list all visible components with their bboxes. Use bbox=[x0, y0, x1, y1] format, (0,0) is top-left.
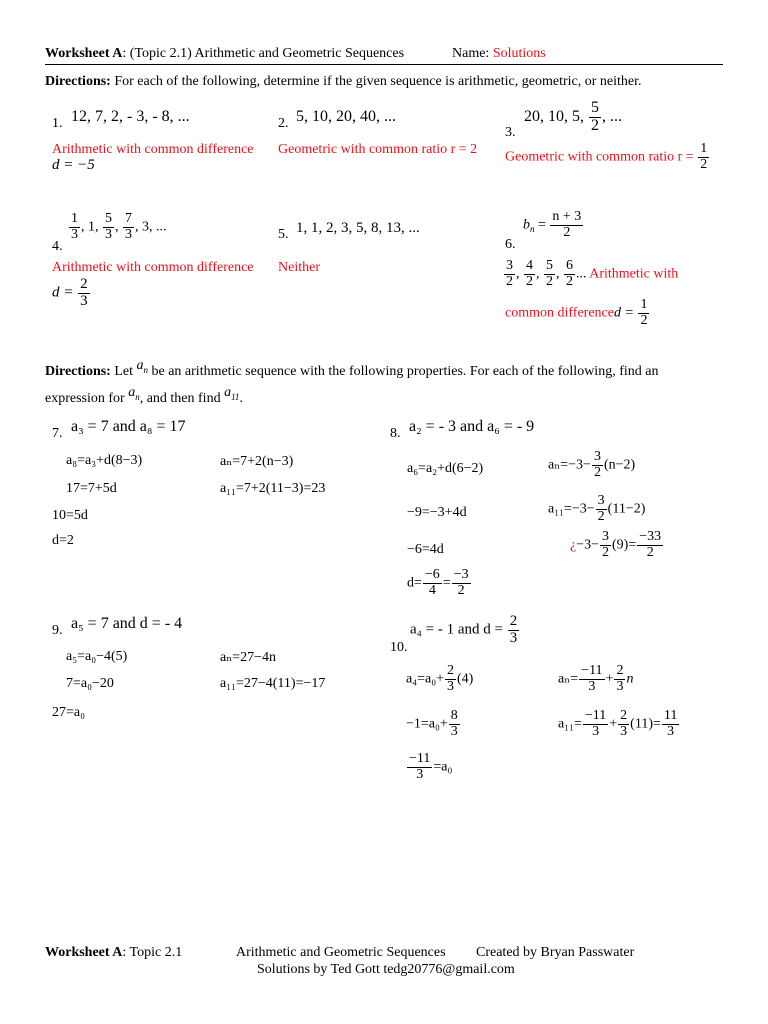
q9-given: a₅ = 7 and d = - 4 bbox=[71, 615, 183, 632]
fraction-numerator: 2 bbox=[80, 276, 88, 292]
problem-5-answer: Neither bbox=[278, 260, 320, 275]
problem-3-seq-fraction bbox=[589, 100, 601, 135]
eq-prefix: a₁₁= bbox=[558, 716, 582, 732]
term-fraction-4 bbox=[564, 259, 575, 289]
eq-prefix: a₁₁=−3− bbox=[548, 501, 595, 517]
an-symbol bbox=[137, 358, 149, 373]
fraction-denominator: 2 bbox=[566, 273, 573, 289]
fraction-denominator: 2 bbox=[602, 544, 610, 560]
fraction-numerator: 8 bbox=[450, 708, 458, 723]
eq-suffix: (n−2) bbox=[603, 457, 636, 473]
q10-step-2 bbox=[406, 709, 461, 739]
eq-fraction bbox=[618, 709, 629, 739]
worksheet-header bbox=[45, 46, 404, 62]
eq-prefix: −1=a₀+ bbox=[406, 716, 448, 732]
fraction-numerator: 4 bbox=[526, 258, 533, 273]
fraction-denominator: 3 bbox=[667, 723, 675, 739]
fraction-numerator: 3 bbox=[597, 493, 605, 508]
footer-worksheet-label: Worksheet A bbox=[45, 945, 123, 960]
fraction-denominator: 4 bbox=[428, 582, 436, 598]
eq-prefix: aₙ=−3− bbox=[548, 457, 591, 473]
eq-fraction bbox=[662, 709, 679, 739]
term-fraction-1 bbox=[504, 259, 515, 289]
eq-fraction bbox=[452, 568, 471, 598]
fraction-denominator: 3 bbox=[125, 226, 132, 242]
q8-step-4 bbox=[407, 568, 472, 598]
fraction-numerator: −11 bbox=[409, 751, 431, 766]
q7-number: 7. bbox=[52, 426, 63, 441]
q8-a11-result bbox=[570, 530, 664, 560]
q9-step-3: 27=a₀ bbox=[52, 705, 85, 720]
fraction-numerator: −6 bbox=[424, 567, 440, 582]
an-letter: a bbox=[136, 358, 144, 373]
eq-fraction bbox=[423, 568, 442, 598]
a11-symbol bbox=[224, 385, 239, 400]
q7-step-3: 10=5d bbox=[52, 508, 88, 523]
eq-fraction bbox=[596, 494, 607, 524]
problem-5-sequence: 1, 1, 2, 3, 5, 8, 13, ... bbox=[296, 220, 420, 236]
q7-step-4: d=2 bbox=[52, 533, 74, 548]
problem-3-answer-fraction bbox=[698, 142, 709, 172]
directions-text: , and then find bbox=[139, 391, 221, 406]
fraction-denominator: 3 bbox=[80, 292, 88, 309]
answer-fraction bbox=[638, 298, 649, 328]
problem-3-sequence bbox=[524, 100, 622, 135]
equals-sign: = bbox=[442, 575, 451, 591]
footer-topic: : Topic 2.1 bbox=[122, 945, 183, 960]
problem-6-terms: $\frac{3}{2}$ , $\frac{4}{2}$ , $\frac{5}{2}$ , $\frac{6}{2}$ ... Arithmetic with bbox=[506, 258, 679, 289]
directions-text: . bbox=[239, 391, 243, 406]
eq-suffix: =a₀ bbox=[433, 759, 453, 775]
problem-3-number: 3. bbox=[505, 125, 516, 140]
problem-3-seq-start: 20, 10, 5, bbox=[524, 107, 584, 125]
fraction-denominator: 2 bbox=[546, 273, 553, 289]
fraction-denominator: 3 bbox=[105, 226, 112, 242]
bn-subscript: n bbox=[530, 224, 535, 235]
fraction-denominator: 2 bbox=[593, 464, 601, 480]
eq-fraction bbox=[600, 530, 611, 560]
q8-number: 8. bbox=[390, 426, 401, 441]
fraction-numerator: n + 3 bbox=[552, 209, 582, 224]
problem-6-answer: Arithmetic with bbox=[589, 266, 679, 282]
eq-prefix: −3− bbox=[576, 537, 600, 553]
topic-title: : (Topic 2.1) Arithmetic and Geometric Sequences bbox=[122, 46, 405, 61]
fraction-denominator: 2 bbox=[457, 582, 465, 598]
fraction-denominator: 3 bbox=[592, 723, 600, 739]
problem-6-formula bbox=[523, 210, 584, 240]
fraction-denominator: 3 bbox=[71, 226, 78, 242]
name-value: Solutions bbox=[492, 46, 546, 61]
q8-given: a₂ = - 3 and a₆ = - 9 bbox=[409, 418, 535, 435]
formula-fraction bbox=[550, 210, 583, 240]
eq-fraction bbox=[407, 752, 432, 782]
eq-fraction bbox=[579, 664, 604, 694]
directions-2 bbox=[45, 358, 659, 381]
directions-2-line2 bbox=[45, 385, 243, 408]
eq-middle: (11)= bbox=[630, 716, 661, 732]
term-dots: ... bbox=[576, 266, 587, 282]
problem-2-sequence: 5, 10, 20, 40, ... bbox=[296, 108, 396, 125]
seq-fraction-3 bbox=[123, 212, 134, 242]
eq-fraction bbox=[614, 664, 625, 694]
an-subscript: n bbox=[135, 391, 140, 402]
fraction-denominator: 3 bbox=[450, 723, 458, 739]
glyph-symbol: ¿ bbox=[570, 537, 577, 553]
q8-step-1: a₆=a₂+d(6−2) bbox=[407, 461, 484, 476]
fraction-denominator: 2 bbox=[646, 544, 654, 560]
name-label: Name: bbox=[452, 46, 490, 61]
q7-formula: aₙ=7+2(n−3) bbox=[220, 454, 294, 469]
fraction-denominator: 2 bbox=[506, 273, 513, 289]
fraction-denominator: 3 bbox=[616, 678, 624, 694]
q10-formula bbox=[558, 664, 633, 694]
eq-middle: (9)= bbox=[612, 537, 637, 553]
an-subscript: n bbox=[143, 364, 148, 375]
q10-number: 10. bbox=[390, 640, 408, 655]
fraction-denominator: 2 bbox=[640, 312, 648, 328]
fraction-denominator: 3 bbox=[509, 629, 518, 646]
a11-subscript: 11 bbox=[231, 391, 240, 402]
problem-2-number: 2. bbox=[278, 116, 289, 131]
fraction-denominator: 2 bbox=[591, 116, 599, 134]
fraction-numerator: 5 bbox=[546, 258, 553, 273]
fraction-denominator: 3 bbox=[446, 678, 454, 694]
problem-6-answer-text: common difference bbox=[505, 305, 614, 321]
name-field bbox=[452, 46, 546, 62]
q9-step-2: 7=a₀−20 bbox=[66, 676, 114, 691]
seq-fraction-2 bbox=[103, 212, 114, 242]
fraction-numerator: 2 bbox=[446, 663, 454, 678]
given-text: a₄ = - 1 and d = bbox=[410, 621, 503, 638]
directions-text: be an arithmetic sequence with the following properties. For each of the following, find an bbox=[151, 364, 659, 379]
answer-fraction bbox=[78, 277, 90, 310]
fraction-denominator: 2 bbox=[563, 224, 571, 240]
bn-symbol: b bbox=[523, 217, 530, 233]
formula-prefix: d = bbox=[52, 284, 74, 301]
fraction-denominator: 3 bbox=[620, 723, 628, 739]
term-fraction-3 bbox=[544, 259, 555, 289]
fraction-numerator: 2 bbox=[616, 663, 624, 678]
eq-fraction bbox=[445, 664, 456, 694]
seq-fraction-1 bbox=[69, 212, 80, 242]
problem-1-answer: Arithmetic with common difference bbox=[52, 142, 254, 157]
problem-3-seq-end: , ... bbox=[602, 107, 622, 125]
eq-prefix: d= bbox=[407, 575, 422, 591]
problem-6-answer-line2 bbox=[505, 298, 650, 328]
problem-1-answer-formula: d = −5 bbox=[52, 157, 95, 173]
an-letter: a bbox=[128, 385, 136, 400]
footer-solutions: Solutions by Ted Gott tedg20776@gmail.com bbox=[257, 962, 515, 977]
eq-fraction bbox=[637, 530, 663, 560]
q7-a11: a₁₁=7+2(11−3)=23 bbox=[220, 481, 326, 496]
problem-5-number: 5. bbox=[278, 227, 289, 242]
directions-label: Directions: bbox=[45, 74, 111, 89]
fraction-numerator: 11 bbox=[663, 708, 678, 723]
formula-prefix: d = bbox=[613, 305, 634, 321]
fraction-numerator: 1 bbox=[71, 211, 78, 226]
fraction-numerator: 2 bbox=[509, 613, 518, 629]
directions-text: Let bbox=[114, 364, 133, 379]
directions-text: For each of the following, determine if the given sequence is arithmetic, geometric, or neither. bbox=[114, 74, 642, 89]
fraction-numerator: 1 bbox=[640, 297, 648, 312]
directions-label: Directions: bbox=[45, 364, 111, 379]
q7-step-1: a₈=a₃+d(8−3) bbox=[66, 453, 143, 468]
fraction-denominator: 3 bbox=[588, 678, 596, 694]
fraction-numerator: 2 bbox=[620, 708, 628, 723]
problem-2-answer: Geometric with common ratio r = 2 bbox=[278, 142, 478, 157]
problem-3-answer-text: Geometric with common ratio r = bbox=[505, 149, 694, 165]
eq-suffix: (11−2) bbox=[607, 501, 646, 517]
eq-variable: n bbox=[626, 671, 634, 687]
problem-4-answer: Arithmetic with common difference bbox=[52, 260, 254, 275]
q7-step-2: 17=7+5d bbox=[66, 481, 117, 496]
worksheet-label: Worksheet A bbox=[45, 46, 123, 61]
q8-step-2: −9=−3+4d bbox=[407, 505, 467, 520]
fraction-numerator: 1 bbox=[700, 141, 708, 156]
given-fraction bbox=[508, 614, 520, 647]
q8-step-3: −6=4d bbox=[407, 542, 444, 557]
eq-fraction bbox=[583, 709, 608, 739]
directions-1 bbox=[45, 74, 642, 90]
q9-a11: a₁₁=27−4(11)=−17 bbox=[220, 676, 326, 691]
fraction-denominator: 2 bbox=[526, 273, 533, 289]
q10-given bbox=[410, 614, 520, 647]
q10-step-3 bbox=[406, 752, 452, 782]
q10-step-1 bbox=[406, 664, 473, 694]
fraction-numerator: 5 bbox=[591, 99, 599, 116]
plus-sign: + bbox=[609, 716, 618, 732]
fraction-denominator: 2 bbox=[597, 508, 605, 524]
fraction-numerator: 7 bbox=[125, 211, 132, 226]
fraction-numerator: 5 bbox=[105, 211, 112, 226]
fraction-numerator: −11 bbox=[581, 663, 603, 678]
footer-worksheet bbox=[45, 945, 182, 961]
footer-creator: Created by Bryan Passwater bbox=[476, 945, 635, 960]
header-rule bbox=[45, 64, 723, 65]
problem-3-answer bbox=[505, 142, 710, 172]
eq-prefix: aₙ= bbox=[558, 671, 579, 687]
plus-sign: + bbox=[605, 671, 614, 687]
seq-term: , 1, bbox=[81, 219, 99, 235]
problem-4-sequence: $\frac{1}{3}$ , 1, $\frac{5}{3}$ , $\frac{7}{3}$ , 3, ... bbox=[71, 211, 167, 242]
q9-formula: aₙ=27−4n bbox=[220, 650, 277, 665]
problem-1-number: 1. bbox=[52, 116, 63, 131]
fraction-denominator: 3 bbox=[416, 766, 424, 782]
q10-a11 bbox=[558, 709, 680, 739]
equals-sign: = bbox=[538, 217, 546, 233]
fraction-numerator: −11 bbox=[584, 708, 607, 723]
a11-letter: a bbox=[224, 385, 232, 400]
seq-tail: , 3, ... bbox=[135, 219, 167, 235]
fraction-numerator: −3 bbox=[453, 567, 469, 582]
problem-4-answer-formula bbox=[52, 277, 91, 310]
eq-fraction bbox=[592, 450, 603, 480]
fraction-denominator: 2 bbox=[700, 156, 708, 172]
q8-a11 bbox=[548, 494, 645, 524]
q7-given: a₃ = 7 and a₈ = 17 bbox=[71, 418, 186, 435]
fraction-numerator: 6 bbox=[566, 258, 573, 273]
q8-formula bbox=[548, 450, 635, 480]
fraction-numerator: 3 bbox=[506, 258, 513, 273]
q9-step-1: a₅=a₀−4(5) bbox=[66, 649, 128, 664]
fraction-numerator: 3 bbox=[602, 529, 610, 544]
fraction-numerator: 3 bbox=[593, 449, 601, 464]
an-symbol bbox=[128, 385, 140, 400]
problem-1-sequence: 12, 7, 2, - 3, - 8, ... bbox=[71, 108, 190, 125]
eq-prefix: a₄=a₀+ bbox=[406, 671, 444, 687]
eq-suffix: (4) bbox=[456, 671, 474, 687]
term-fraction-2 bbox=[524, 259, 535, 289]
fraction-numerator: −33 bbox=[639, 529, 662, 544]
eq-fraction bbox=[449, 709, 460, 739]
problem-6-number: 6. bbox=[505, 237, 516, 252]
footer-title: Arithmetic and Geometric Sequences bbox=[236, 945, 446, 960]
directions-text: expression for bbox=[45, 391, 125, 406]
problem-4-number: 4. bbox=[52, 239, 63, 254]
q9-number: 9. bbox=[52, 623, 63, 638]
